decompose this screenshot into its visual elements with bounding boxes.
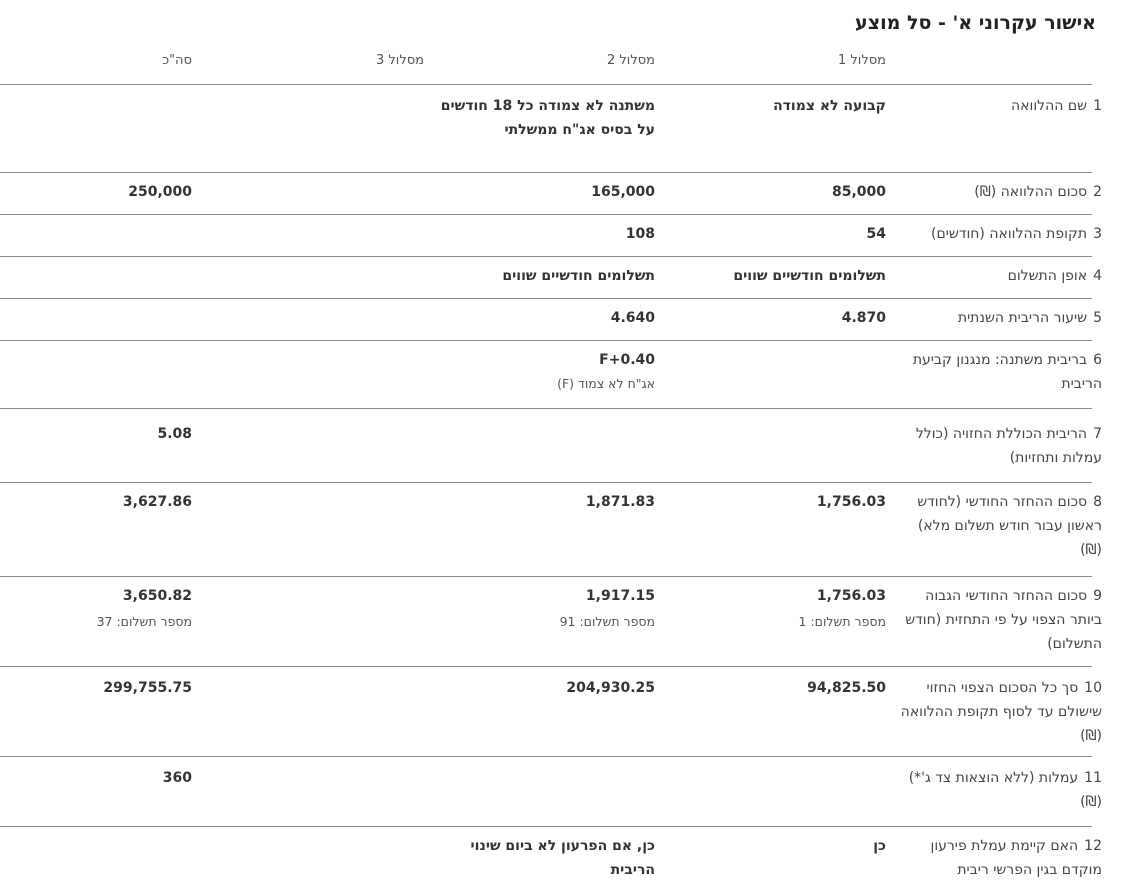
- row-number: 8: [1093, 494, 1102, 510]
- row-divider: [0, 756, 1092, 757]
- table-row-label: [900, 584, 1102, 656]
- total-value: 5.08: [157, 426, 192, 442]
- row-number: 6: [1093, 352, 1102, 368]
- row-number: 5: [1093, 310, 1102, 326]
- track-1-value: 94,825.50: [807, 680, 886, 696]
- total-value: 3,650.82: [122, 588, 192, 604]
- track-2-value: 1,917.15: [585, 588, 655, 604]
- track-1-value: כן: [873, 838, 886, 854]
- row-divider: [0, 84, 1092, 85]
- track-2-value: 108: [625, 226, 655, 242]
- row-number: 12: [1084, 838, 1102, 854]
- track-1-value: 1,756.03: [816, 588, 886, 604]
- track-1-value: 1,756.03: [816, 494, 886, 510]
- track-2-subtext: אג"ח לא צמוד (F): [557, 376, 655, 391]
- track-1-value: קבועה לא צמודה: [773, 98, 886, 114]
- row-number: 3: [1093, 226, 1102, 242]
- track-2-value: 4.640: [610, 310, 655, 326]
- row-divider: [0, 408, 1092, 409]
- row-number: 1: [1093, 98, 1102, 114]
- page-title: אישור עקרוני א' - סל מוצע: [855, 12, 1096, 34]
- row-label-text: האם קיימת עמלת פירעון מוקדם בגין הפרשי ריבית: [930, 838, 1102, 878]
- track-1-value: 85,000: [831, 184, 886, 200]
- table-row-label: [890, 306, 1102, 330]
- track-2-value: 1,871.83: [585, 494, 655, 510]
- column-header-track-1: מסלול 1: [838, 53, 886, 68]
- row-number: 9: [1093, 588, 1102, 604]
- row-label-text: שם ההלוואה: [1011, 98, 1088, 114]
- track-1-value: תשלומים חודשיים שווים: [733, 268, 886, 284]
- track-1-value: 54: [866, 226, 886, 242]
- row-divider: [0, 340, 1092, 341]
- row-label-text: אופן התשלום: [1007, 268, 1088, 284]
- row-label-text: עמלות (ללא הוצאות צד ג'*) (₪): [908, 770, 1102, 810]
- column-header-total: סה"כ: [162, 53, 192, 68]
- table-row-label: [900, 766, 1102, 814]
- track-1-subtext: מספר תשלום: 1: [798, 614, 886, 629]
- table-row-label: [900, 348, 1102, 396]
- row-label-text: סכום ההלוואה (₪): [974, 184, 1088, 200]
- total-subtext: מספר תשלום: 37: [96, 614, 192, 629]
- total-value: 3,627.86: [122, 494, 192, 510]
- row-divider: [0, 256, 1092, 257]
- total-value: 299,755.75: [103, 680, 192, 696]
- track-1-value: 4.870: [841, 310, 886, 326]
- table-row-label: [890, 834, 1102, 882]
- row-divider: [0, 172, 1092, 173]
- row-divider: [0, 826, 1092, 827]
- row-label-text: תקופת ההלוואה (חודשים): [931, 226, 1088, 242]
- total-value: 250,000: [128, 184, 192, 200]
- track-2-value: משתנה לא צמודה כל 18 חודשים על בסיס אג"ח ממשלתי: [440, 98, 655, 138]
- table-row-label: [890, 94, 1102, 118]
- track-2-value: 204,930.25: [566, 680, 655, 696]
- track-2-value: תשלומים חודשיים שווים: [502, 268, 655, 284]
- row-label-text: בריבית משתנה: מנגנון קביעת הריבית: [912, 352, 1102, 392]
- row-number: 4: [1093, 268, 1102, 284]
- track-2-value: כן, אם הפרעון לא ביום שינוי הריבית: [470, 838, 655, 878]
- row-label-text: סך כל הסכום הצפוי החזוי שישולם עד לסוף תקופת ההלוואה (₪): [900, 680, 1102, 744]
- total-value: 360: [162, 770, 192, 786]
- track-2-value: 165,000: [591, 184, 655, 200]
- table-row-label: [900, 490, 1102, 562]
- row-divider: [0, 482, 1092, 483]
- table-row-label: [900, 422, 1102, 470]
- row-number: 11: [1084, 770, 1102, 786]
- column-header-track-2: מסלול 2: [607, 53, 655, 68]
- table-row-label: [890, 180, 1102, 204]
- row-label-text: שיעור הריבית השנתית: [957, 310, 1088, 326]
- row-label-text: סכום ההחזר החודשי הגבוה ביותר הצפוי על פי התחזית (חודש התשלום): [905, 588, 1102, 652]
- row-divider: [0, 666, 1092, 667]
- track-2-subtext: מספר תשלום: 91: [559, 614, 655, 629]
- row-number: 2: [1093, 184, 1102, 200]
- row-label-text: הריבית הכוללת החזויה (כולל עמלות ותחזיות): [915, 426, 1102, 466]
- row-divider: [0, 576, 1092, 577]
- row-number: 10: [1084, 680, 1102, 696]
- track-2-value: F+0.40: [599, 352, 655, 368]
- table-row-label: [880, 222, 1102, 246]
- row-number: 7: [1093, 426, 1102, 442]
- row-label-text: סכום ההחזר החודשי (לחודש ראשון עבור חודש תשלום מלא) (₪): [917, 494, 1102, 558]
- row-divider: [0, 214, 1092, 215]
- column-header-track-3: מסלול 3: [376, 53, 424, 68]
- table-row-label: [890, 676, 1102, 748]
- table-row-label: [890, 264, 1102, 288]
- row-divider: [0, 298, 1092, 299]
